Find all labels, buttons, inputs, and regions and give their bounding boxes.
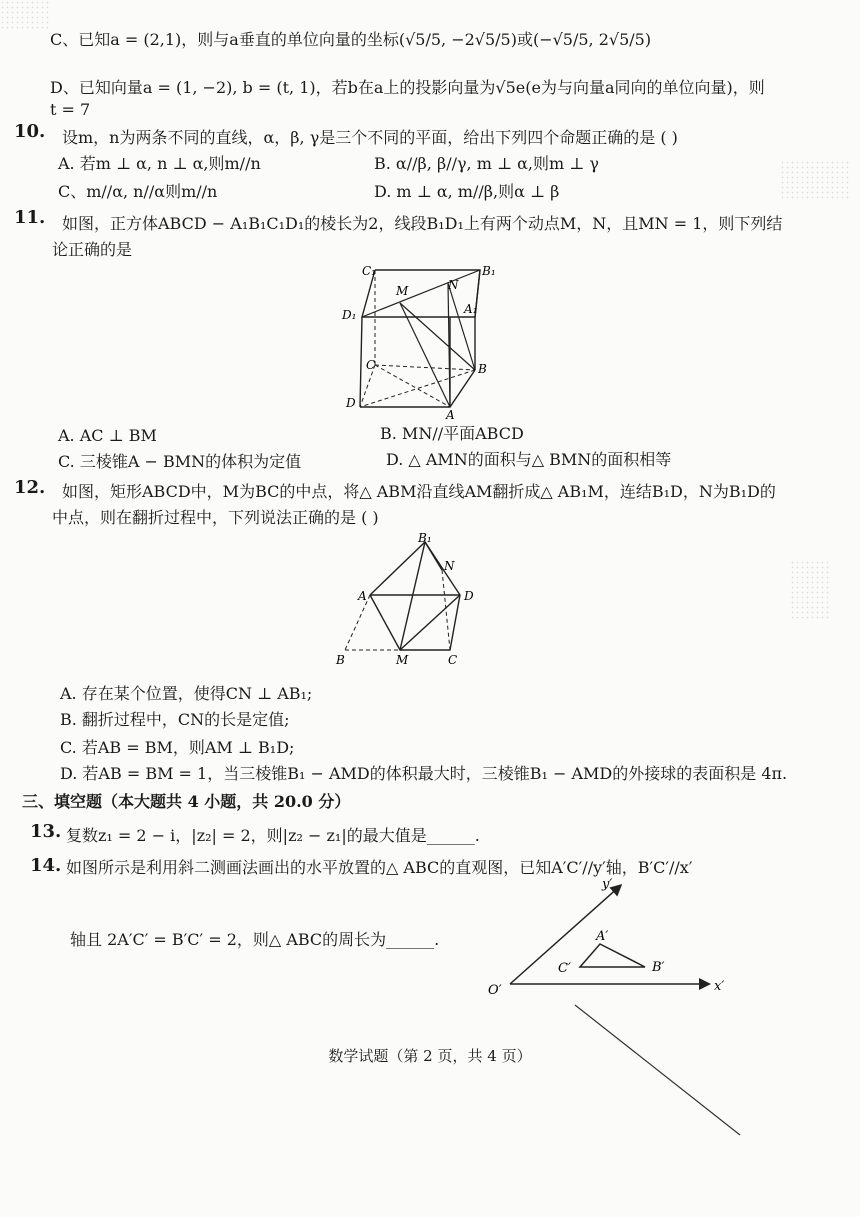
q12-option-a: A. 存在某个位置，使得CN ⊥ AB₁; [60,684,313,703]
q13-text: 复数z₁ = 2 − i，|z₂| = 2，则|z₂ − z₁|的最大值是______. [66,826,480,845]
q9-option-d: D、已知向量a = (1, −2), b = (t, 1)，若b在a上的投影向量为√5e(e为与向量a同向的单位向量)，则 [50,78,765,97]
label-a: A [446,408,455,420]
q10-option-b: B. α//β, β//γ, m ⊥ α,则m ⊥ γ [374,154,599,173]
q11-option-d: D. △ AMN的面积与△ BMN的面积相等 [386,450,672,469]
label-a1: A₁ [464,302,478,316]
label-c: C [366,358,376,372]
q12-stem: 如图，矩形ABCD中，M为BC的中点，将△ ABM沿直线AM翻折成△ AB₁M，连结B₁D，N为B₁D的 [62,482,776,501]
section-title-fill-in: 三、填空题（本大题共 4 小题，共 20.0 分） [22,792,351,811]
label-a-prime: A′ [596,929,609,944]
q9-option-c: C、已知a = (2,1)，则与a垂直的单位向量的坐标(√5/5, −2√5/5)或(−√5/5, 2√5/5) [50,30,652,49]
label-d1: D₁ [342,308,357,322]
label-b1: B₁ [418,531,432,545]
q12-number: 12. [14,477,46,498]
label-b-prime: B′ [652,960,665,975]
page-footer: 数学试题（第 2 页，共 4 页） [328,1047,532,1065]
label-a: A [358,589,367,603]
label-d: D [464,589,474,603]
q11-stem-cont: 论正确的是 [52,240,133,259]
label-c-prime: C′ [558,961,571,976]
q10-option-a: A. 若m ⊥ α, n ⊥ α,则m//n [58,154,261,173]
q12-option-d: D. 若AB = BM = 1，当三棱锥B₁ − AMD的体积最大时，三棱锥B₁ − AMD的外接球的表面积是 4π. [60,764,788,783]
rectangle-fold-figure [330,530,490,670]
q14-stem-cont: 轴且 2A′C′ = B′C′ = 2，则△ ABC的周长为______. [70,930,440,949]
scan-stray-line [570,1000,750,1140]
label-y-axis: y′ [602,877,613,892]
label-n: N [448,278,459,292]
label-b: B [336,653,345,667]
cube-figure [330,255,520,420]
label-x-axis: x′ [714,979,725,994]
q11-option-a: A. AC ⊥ BM [58,426,157,445]
label-b: B [478,362,487,376]
q12-option-b: B. 翻折过程中，CN的长是定值; [60,710,290,729]
q10-option-c: C、m//α, n//α则m//n [58,182,218,201]
q11-stem: 如图，正方体ABCD − A₁B₁C₁D₁的棱长为2，线段B₁D₁上有两个动点M，N，且MN = 1，则下列结 [62,214,783,233]
q11-option-c: C. 三棱锥A − BMN的体积为定值 [58,452,302,471]
scan-noise [780,160,850,200]
scan-noise [0,0,50,30]
label-m: M [396,653,409,667]
q10-option-d: D. m ⊥ α, m//β,则α ⊥ β [374,182,560,201]
q9-option-d-cont: t = 7 [50,100,91,119]
q10-stem: 设m，n为两条不同的直线，α，β, γ是三个不同的平面，给出下列四个命题正确的是 ( ) [62,128,678,147]
q11-option-b: B. MN//平面ABCD [380,424,524,443]
q14-number: 14. [30,855,62,876]
q12-option-c: C. 若AB = BM，则AM ⊥ B₁D; [60,738,295,757]
scan-noise [790,560,830,620]
label-m: M [396,284,409,298]
q11-number: 11. [14,207,46,228]
label-n: N [444,559,455,573]
q10-number: 10. [14,121,46,142]
q12-stem-cont: 中点，则在翻折过程中，下列说法正确的是 ( ) [52,508,379,527]
label-c: C [448,653,458,667]
label-c1: C₁ [362,264,376,278]
q14-stem: 如图所示是利用斜二测画法画出的水平放置的△ ABC的直观图，已知A′C′//y′轴，B′C′//x′ [66,858,693,877]
label-b1: B₁ [482,264,496,278]
q13-number: 13. [30,821,62,842]
oblique-axes-figure [480,872,730,997]
label-origin: O′ [488,983,502,997]
label-d: D [346,396,356,410]
